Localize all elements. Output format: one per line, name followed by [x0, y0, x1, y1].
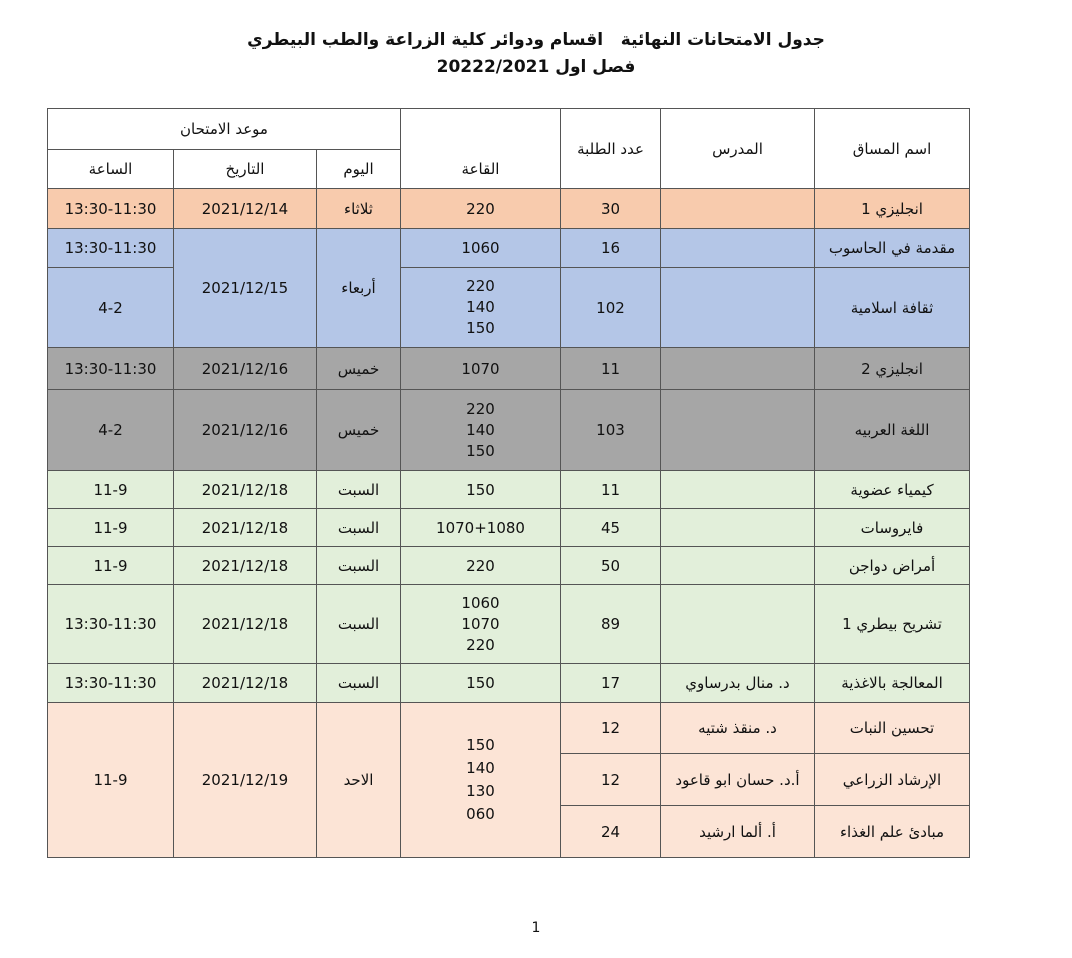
student-count: 102 — [561, 268, 661, 348]
course-name: اللغة العربيه — [815, 390, 970, 471]
room-list — [401, 585, 561, 664]
header-room: القاعة — [401, 150, 561, 189]
exam-day: أربعاء — [317, 229, 401, 348]
room: 220 — [466, 277, 495, 295]
exam-day: السبت — [317, 547, 401, 585]
exam-date: 2021/12/18 — [174, 471, 317, 509]
header-day: اليوم — [317, 150, 401, 189]
header-course: اسم المساق — [815, 109, 970, 189]
header-students: عدد الطلبة — [561, 109, 661, 189]
room: 060 — [466, 805, 495, 823]
page-subtitle: فصل اول 20222/2021 — [436, 57, 636, 77]
header-teacher: المدرس — [661, 109, 815, 189]
student-count: 12 — [561, 703, 661, 754]
student-count: 103 — [561, 390, 661, 471]
student-count: 89 — [561, 585, 661, 664]
exam-date: 2021/12/18 — [174, 547, 317, 585]
room: 140 — [466, 298, 495, 316]
course-name: المعالجة بالاغذية — [815, 664, 970, 703]
header-exam-time-group: موعد الامتحان — [48, 109, 401, 150]
exam-day: السبت — [317, 509, 401, 547]
exam-time: 13:30-11:30 — [48, 189, 174, 229]
table-row — [48, 471, 970, 509]
student-count: 24 — [561, 806, 661, 858]
exam-day: السبت — [317, 664, 401, 703]
teacher-name — [661, 189, 815, 229]
room: 220 — [401, 189, 561, 229]
room: 220 — [466, 399, 495, 418]
table-row — [48, 189, 970, 229]
room: 150 — [466, 319, 495, 337]
course-name: تشريح بيطري 1 — [815, 585, 970, 664]
course-name: ثقافة اسلامية — [815, 268, 970, 348]
exam-time: 11-9 — [48, 471, 174, 509]
teacher-name — [661, 471, 815, 509]
exam-date: 2021/12/18 — [174, 585, 317, 664]
room: 220 — [401, 547, 561, 585]
exam-day: السبت — [317, 585, 401, 664]
course-name: انجليزي 2 — [815, 348, 970, 390]
table-row — [48, 664, 970, 703]
table-row — [48, 585, 970, 664]
exam-time: 13:30-11:30 — [48, 664, 174, 703]
room: 1070 — [461, 614, 500, 633]
student-count: 17 — [561, 664, 661, 703]
table-row — [48, 229, 970, 268]
table-row — [48, 509, 970, 547]
course-name: أمراض دواجن — [815, 547, 970, 585]
course-name: الإرشاد الزراعي — [815, 754, 970, 806]
room: 150 — [466, 441, 495, 460]
exam-time: 11-9 — [48, 703, 174, 858]
student-count: 30 — [561, 189, 661, 229]
teacher-name — [661, 509, 815, 547]
exam-day: الاحد — [317, 703, 401, 858]
exam-date: 2021/12/16 — [174, 390, 317, 471]
student-count: 16 — [561, 229, 661, 268]
page-number: 1 — [531, 920, 541, 936]
exam-time: 4-2 — [48, 390, 174, 471]
course-name: تحسين النبات — [815, 703, 970, 754]
exam-time: 13:30-11:30 — [48, 229, 174, 268]
page-title: جدول الامتحانات النهائية اقسام ودوائر كلية الزراعة والطب البيطري — [247, 30, 825, 50]
room-list — [401, 703, 561, 858]
teacher-name — [661, 547, 815, 585]
student-count: 11 — [561, 471, 661, 509]
header-time: الساعة — [48, 150, 174, 189]
teacher-name — [661, 390, 815, 471]
course-name: مقدمة في الحاسوب — [815, 229, 970, 268]
table-row — [48, 348, 970, 390]
student-count: 50 — [561, 547, 661, 585]
course-name: انجليزي 1 — [815, 189, 970, 229]
exam-day: خميس — [317, 390, 401, 471]
exam-day: ثلاثاء — [317, 189, 401, 229]
room: 140 — [466, 420, 495, 439]
exam-time: 11-9 — [48, 509, 174, 547]
teacher-name: أ. ألما ارشيد — [661, 806, 815, 858]
room: 150 — [466, 736, 495, 754]
course-name: كيمياء عضوية — [815, 471, 970, 509]
room: 220 — [466, 635, 495, 654]
exam-date: 2021/12/18 — [174, 664, 317, 703]
room: 1060 — [461, 593, 500, 612]
table-row — [48, 703, 970, 754]
exam-time: 11-9 — [48, 547, 174, 585]
room: 1060 — [401, 229, 561, 268]
room: 1070 — [401, 348, 561, 390]
exam-time: 13:30-11:30 — [48, 585, 174, 664]
exam-date: 2021/12/15 — [174, 229, 317, 348]
exam-time: 13:30-11:30 — [48, 348, 174, 390]
room-list — [401, 268, 561, 348]
teacher-name: أ.د. حسان ابو قاعود — [661, 754, 815, 806]
room: 150 — [401, 664, 561, 703]
header-room-top — [401, 109, 561, 150]
course-name: مبادئ علم الغذاء — [815, 806, 970, 858]
course-name: فايروسات — [815, 509, 970, 547]
room: 130 — [466, 782, 495, 800]
student-count: 12 — [561, 754, 661, 806]
teacher-name: د. منال بدرساوي — [661, 664, 815, 703]
student-count: 11 — [561, 348, 661, 390]
exam-date: 2021/12/18 — [174, 509, 317, 547]
room: 140 — [466, 759, 495, 777]
exam-date: 2021/12/14 — [174, 189, 317, 229]
exam-schedule-table — [47, 108, 970, 858]
table-row — [48, 547, 970, 585]
student-count: 45 — [561, 509, 661, 547]
exam-date: 2021/12/19 — [174, 703, 317, 858]
teacher-name — [661, 585, 815, 664]
room-list — [401, 390, 561, 471]
exam-date: 2021/12/16 — [174, 348, 317, 390]
exam-day: السبت — [317, 471, 401, 509]
exam-time: 4-2 — [48, 268, 174, 348]
room: 150 — [401, 471, 561, 509]
header-date: التاريخ — [174, 150, 317, 189]
header-row-1 — [48, 109, 970, 150]
teacher-name — [661, 229, 815, 268]
room: 1070+1080 — [401, 509, 561, 547]
teacher-name — [661, 348, 815, 390]
table-row — [48, 390, 970, 471]
teacher-name — [661, 268, 815, 348]
teacher-name: د. منقذ شتيه — [661, 703, 815, 754]
exam-day: خميس — [317, 348, 401, 390]
